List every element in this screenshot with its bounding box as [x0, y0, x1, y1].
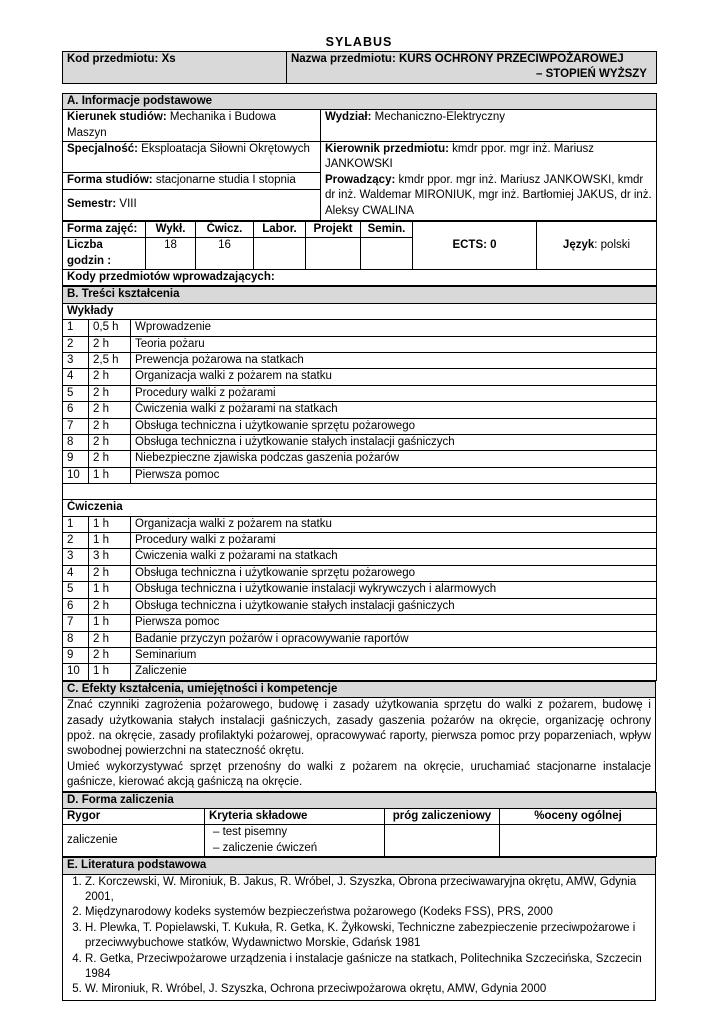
topic-title: Badanie przyczyn pożarów i opracowywanie raportów — [131, 631, 657, 647]
header-oceny: %oceny ogólnej — [500, 808, 657, 824]
lecturers-value: kmdr ppor. mgr inż. Mariusz JANKOWSKI, kmdr dr inż. Waldemar MIRONIUK, mgr inż. Bartłomiej JAKUS, dr inż. Aleksy CWALINA — [325, 173, 652, 217]
topic-title: Zaliczenie — [131, 664, 657, 680]
topic-title: Organizacja walki z pożarem na statku — [131, 516, 657, 532]
topic-row — [63, 369, 657, 385]
topic-hours: 1 h — [89, 516, 131, 532]
hours-project — [306, 238, 361, 270]
topic-title: Ćwiczenia walki z pożarami na statkach — [131, 549, 657, 565]
topic-hours: 2 h — [89, 565, 131, 581]
topic-row — [63, 647, 657, 663]
semester-value: VIII — [119, 198, 137, 211]
topic-title: Ćwiczenia walki z pożarami na statkach — [131, 402, 657, 418]
topic-title: Obsługa techniczna i użytkowanie sprzętu pożarowego — [131, 565, 657, 581]
section-d-title: D. Forma zaliczenia — [63, 792, 657, 808]
topic-number: 6 — [63, 402, 89, 418]
topic-row — [63, 336, 657, 352]
rygor-value: zaliczenie — [63, 825, 205, 857]
learning-outcomes — [63, 698, 656, 791]
criterion-item: – zaliczenie ćwiczeń — [213, 841, 380, 856]
topic-number: 2 — [63, 533, 89, 549]
section-e-title: E. Literatura podstawowa — [63, 858, 656, 874]
topic-title: Procedury walki z pożarami — [131, 385, 657, 401]
topic-number: 10 — [63, 664, 89, 680]
course-name-cell — [287, 52, 657, 84]
section-a-title: A. Informacje podstawowe — [63, 93, 657, 109]
header-kryteria: Kryteria składowe — [205, 808, 385, 824]
exercises-list — [63, 516, 657, 680]
language — [537, 221, 657, 269]
hours-labs — [254, 238, 306, 270]
literature-item: 5. W. Mironiuk, R. Wróbel, J. Szyszka, Ochrona przeciwpożarowa okrętu, AMW, Gdynia 2000 — [85, 982, 651, 997]
empty-row — [63, 484, 657, 500]
literature-item: 1. Z. Korczewski, W. Mironiuk, B. Jakus, R. Wróbel, J. Szyszka, Obrona przeciwawaryjna okrętu, AMW, Gdynia 2001, — [85, 875, 651, 906]
lectures-list — [63, 320, 657, 484]
topic-number: 5 — [63, 385, 89, 401]
study-form-value: stacjonarne studia I stopnia — [155, 174, 296, 187]
course-name-value: KURS OCHRONY PRZECIWPOŻAROWEJ — [399, 53, 624, 65]
topic-row — [63, 582, 657, 598]
topic-title: Teoria pożaru — [131, 336, 657, 352]
course-code-value: Xs — [161, 53, 176, 65]
topic-title: Obsługa techniczna i użytkowanie stałych instalacji gaśniczych — [131, 598, 657, 614]
section-a-table — [62, 93, 657, 221]
topic-row — [63, 615, 657, 631]
language-value: : polski — [594, 238, 631, 251]
exercises-title: Ćwiczenia — [63, 500, 657, 516]
course-name-value-2: – STOPIEŃ WYŻSZY — [536, 68, 647, 81]
topic-row — [63, 533, 657, 549]
topic-hours: 1 h — [89, 533, 131, 549]
topic-hours: 1 h — [89, 467, 131, 483]
topic-row — [63, 402, 657, 418]
topic-number: 7 — [63, 418, 89, 434]
topic-hours: 1 h — [89, 615, 131, 631]
topic-number: 10 — [63, 467, 89, 483]
col-seminar: Semin. — [361, 221, 413, 237]
topic-number: 4 — [63, 369, 89, 385]
topic-row — [63, 516, 657, 532]
criteria-list — [205, 825, 385, 857]
literature-item: 3. H. Plewka, T. Popielawski, T. Kukuła, R. Getka, K. Żyłkowski, Techniczne zabezpieczenie przeciwpożarowe i przeciwwybuchowe statków, Wydawnictwo Morskie, Gdańsk 1981 — [85, 921, 651, 952]
topic-row — [63, 320, 657, 336]
header-table — [62, 51, 657, 84]
topic-hours: 2 h — [89, 631, 131, 647]
topic-number: 9 — [63, 647, 89, 663]
topic-number: 3 — [63, 353, 89, 369]
specialty-label: Specjalność: — [67, 143, 138, 156]
document-title: SYLABUS — [325, 35, 393, 49]
study-form — [63, 173, 321, 189]
literature-item: 2. Międzynarodowy kodeks systemów bezpieczeństwa pożarowego (Kodeks FSS), PRS, 2000 — [85, 905, 651, 920]
section-c-title: C. Efekty kształcenia, umiejętności i kompetencje — [63, 681, 656, 697]
topic-number: 3 — [63, 549, 89, 565]
col-project: Projekt — [306, 221, 361, 237]
topic-row — [63, 664, 657, 680]
literature-list — [63, 874, 656, 1000]
topic-hours: 2,5 h — [89, 353, 131, 369]
topic-number: 8 — [63, 631, 89, 647]
hours-table — [62, 221, 657, 287]
topic-hours: 2 h — [89, 369, 131, 385]
topic-hours: 2 h — [89, 336, 131, 352]
topic-number: 1 — [63, 516, 89, 532]
outcomes-skills: Umieć wykorzystywać sprzęt przenośny do walki z pożarem na okręcie, uruchamiać stacjonarne instalacje gaśnicze, kierować akcją gaśniczą na okręcie. — [67, 760, 651, 789]
study-form-label: Forma studiów: — [67, 174, 153, 187]
syllabus-page — [62, 34, 656, 1001]
topic-title: Obsługa techniczna i użytkowanie stałych instalacji gaśniczych — [131, 435, 657, 451]
field-of-study-label: Kierunek studiów: — [67, 111, 167, 124]
col-lectures: Wykł. — [146, 221, 196, 237]
topic-number: 7 — [63, 615, 89, 631]
topic-number: 8 — [63, 435, 89, 451]
course-head — [321, 142, 657, 173]
topic-title: Seminarium — [131, 647, 657, 663]
col-labs: Labor. — [254, 221, 306, 237]
topic-row — [63, 451, 657, 467]
topic-number: 9 — [63, 451, 89, 467]
lecturers-label: Prowadzący: — [325, 173, 396, 186]
topic-row — [63, 631, 657, 647]
course-head-label: Kierownik przedmiotu: — [325, 143, 449, 156]
hours-lectures: 18 — [146, 238, 196, 270]
topic-row — [63, 598, 657, 614]
criterion-item: – test pisemny — [213, 825, 380, 840]
topic-row — [63, 385, 657, 401]
threshold-value — [385, 825, 500, 857]
hours-exercises: 16 — [196, 238, 254, 270]
header-rygor: Rygor — [63, 808, 205, 824]
grade-share-value — [500, 825, 657, 857]
topic-title: Obsługa techniczna i użytkowanie sprzętu pożarowego — [131, 418, 657, 434]
topic-number: 5 — [63, 582, 89, 598]
section-c-table — [62, 681, 656, 792]
topic-hours: 2 h — [89, 418, 131, 434]
header-prog: próg zaliczeniowy — [385, 808, 500, 824]
topic-title: Niebezpieczne zjawiska podczas gaszenia pożarów — [131, 451, 657, 467]
topic-hours: 2 h — [89, 598, 131, 614]
faculty-value: Mechaniczno-Elektryczny — [374, 111, 506, 124]
lecturers — [321, 173, 657, 220]
topic-hours: 2 h — [89, 402, 131, 418]
class-form-label: Forma zajęć: — [63, 221, 146, 237]
topic-number: 1 — [63, 320, 89, 336]
topic-number: 6 — [63, 598, 89, 614]
faculty-label: Wydział: — [325, 111, 372, 124]
topic-hours: 1 h — [89, 664, 131, 680]
topic-hours: 0,5 h — [89, 320, 131, 336]
course-head-value: kmdr ppor. mgr inż. Mariusz JANKOWSKI — [325, 143, 595, 171]
topic-title: Obsługa techniczna i użytkowanie instalacji wykrywczych i alarmowych — [131, 582, 657, 598]
topic-hours: 2 h — [89, 647, 131, 663]
literature-item: 4. R. Getka, Przeciwpożarowe urządzenia i instalacje gaśnicze na statkach, Politechnika Szczecińska, Szczecin 1984 — [85, 952, 651, 983]
topic-hours: 3 h — [89, 549, 131, 565]
outcomes-knowledge: Znać czynniki zagrożenia pożarowego, budowę i zasady użytkowania sprzętu do walki z pożarem, budowę i zasady użytkowania stałych instalacji gaśniczych, zasady gaszenia pożarów na okręcie, organizację ochrony ppoż. na okręcie, zasady profilaktyki pożarowej, opracowywać raporty, pierwsza pomoc przy poparzeniach, wpływ swobodnej powierzchni na stateczność okrętu. — [67, 699, 651, 758]
prerequisites: Kody przedmiotów wprowadzających: — [63, 269, 657, 285]
specialty-value: Eksploatacja Siłowni Okrętowych — [141, 143, 310, 156]
topic-number: 4 — [63, 565, 89, 581]
language-label: Język — [562, 238, 595, 251]
topic-hours: 2 h — [89, 385, 131, 401]
topic-hours: 1 h — [89, 582, 131, 598]
field-of-study-value: Mechanika i Budowa Maszyn — [67, 111, 277, 139]
topic-title: Organizacja walki z pożarem na statku — [131, 369, 657, 385]
section-e-table — [62, 857, 656, 1001]
faculty — [321, 110, 657, 142]
semester-label: Semestr: — [67, 198, 117, 211]
lectures-title: Wykłady — [63, 303, 657, 319]
hours-seminar — [361, 238, 413, 270]
topic-row — [63, 353, 657, 369]
topic-row — [63, 467, 657, 483]
topic-number: 2 — [63, 336, 89, 352]
section-b-title: B. Treści kształcenia — [63, 287, 657, 303]
topic-title: Wprowadzenie — [131, 320, 657, 336]
ects: ECTS: 0 — [413, 221, 537, 269]
section-b-table — [62, 286, 657, 680]
topic-title: Procedury walki z pożarami — [131, 533, 657, 549]
course-code-label: Kod przedmiotu: — [67, 53, 159, 65]
course-code-cell — [63, 52, 287, 84]
topic-row — [63, 435, 657, 451]
field-of-study — [63, 110, 321, 142]
section-d-table — [62, 792, 657, 858]
topic-hours: 2 h — [89, 435, 131, 451]
topic-title: Prewencja pożarowa na statkach — [131, 353, 657, 369]
topic-row — [63, 549, 657, 565]
semester — [63, 189, 321, 220]
hours-label: Liczba godzin : — [63, 238, 146, 270]
course-name-label: Nazwa przedmiotu: — [291, 53, 396, 65]
topic-row — [63, 565, 657, 581]
topic-title: Pierwsza pomoc — [131, 615, 657, 631]
col-exercises: Ćwicz. — [196, 221, 254, 237]
topic-hours: 2 h — [89, 451, 131, 467]
topic-row — [63, 418, 657, 434]
specialty — [63, 142, 321, 173]
topic-title: Pierwsza pomoc — [131, 467, 657, 483]
